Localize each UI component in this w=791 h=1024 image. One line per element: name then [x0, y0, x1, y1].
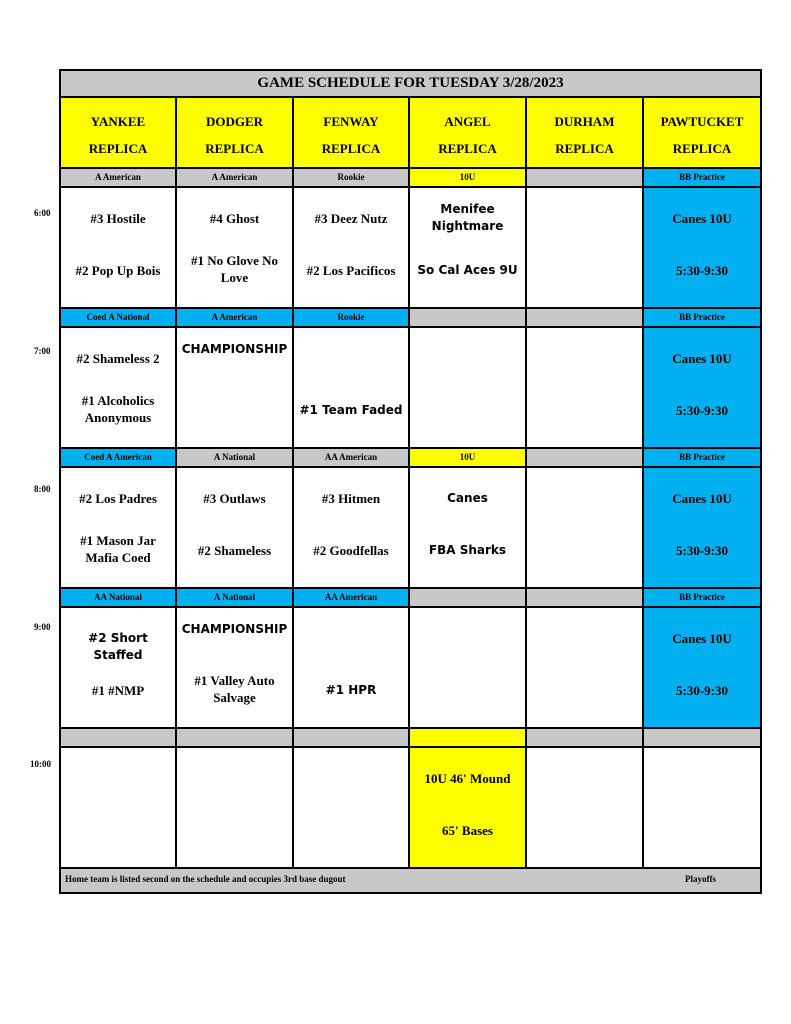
game-cell: #3 Hostile #2 Pop Up Bois	[61, 188, 177, 307]
division-label	[527, 589, 644, 606]
game-cell: #4 Ghost #1 No Glove No Love	[177, 188, 294, 307]
division-label	[410, 589, 527, 606]
time-slot-row	[61, 468, 760, 589]
game-cell	[527, 468, 644, 587]
division-label: BB Practice	[644, 309, 760, 326]
game-cell	[61, 748, 177, 867]
game-cell: #2 Los Padres #1 Mason Jar Mafia Coed	[61, 468, 177, 587]
division-label-row	[61, 729, 760, 748]
field-header-durham: DURHAM REPLICA	[527, 98, 644, 167]
field-header-angel: ANGEL REPLICA	[410, 98, 527, 167]
game-cell	[410, 328, 527, 447]
game-cell	[527, 608, 644, 727]
game-cell: #1 HPR	[294, 608, 410, 727]
footer-playoffs: Playoffs	[685, 874, 716, 884]
time-label-10: 10:00	[30, 759, 51, 769]
division-label: A American	[61, 169, 177, 186]
schedule-table	[59, 69, 762, 894]
division-label: 10U	[410, 169, 527, 186]
division-label: BB Practice	[644, 169, 760, 186]
division-label: A American	[177, 309, 294, 326]
division-label: Coed A American	[61, 449, 177, 466]
game-cell: #2 Shameless 2 #1 Alcoholics Anonymous	[61, 328, 177, 447]
game-cell	[527, 328, 644, 447]
game-cell: Canes FBA Sharks	[410, 468, 527, 587]
time-slot-row	[61, 188, 760, 309]
division-label	[410, 309, 527, 326]
division-label	[527, 169, 644, 186]
game-cell: #1 Team Faded	[294, 328, 410, 447]
game-cell	[410, 608, 527, 727]
division-label	[294, 729, 410, 746]
game-cell: Canes 10U 5:30-9:30	[644, 608, 760, 727]
division-label: BB Practice	[644, 589, 760, 606]
division-label: Coed A National	[61, 309, 177, 326]
division-label: A American	[177, 169, 294, 186]
division-label	[527, 729, 644, 746]
time-slot-row	[61, 608, 760, 729]
division-label: AA American	[294, 589, 410, 606]
time-label-6: 6:00	[34, 208, 51, 218]
division-label	[177, 729, 294, 746]
time-label-8: 8:00	[34, 484, 51, 494]
division-label: 10U	[410, 449, 527, 466]
division-label: AA National	[61, 589, 177, 606]
game-cell	[527, 188, 644, 307]
division-label	[527, 449, 644, 466]
game-cell: Canes 10U 5:30-9:30	[644, 468, 760, 587]
game-cell	[294, 748, 410, 867]
time-label-9: 9:00	[34, 622, 51, 632]
game-cell: Canes 10U 5:30-9:30	[644, 188, 760, 307]
division-label	[644, 729, 760, 746]
field-header-dodger: DODGER REPLICA	[177, 98, 294, 167]
footer-row	[61, 869, 760, 892]
division-label-row	[61, 449, 760, 468]
division-label: Rookie	[294, 169, 410, 186]
game-cell: #2 Short Staffed #1 #NMP	[61, 608, 177, 727]
game-cell: 10U 46' Mound 65' Bases	[410, 748, 527, 867]
game-cell: CHAMPIONSHIP	[177, 328, 294, 447]
footer-note: Home team is listed second on the schedule and occupies 3rd base dugout	[65, 874, 346, 884]
game-cell: #3 Deez Nutz #2 Los Pacificos	[294, 188, 410, 307]
field-header-pawtucket: PAWTUCKET REPLICA	[644, 98, 760, 167]
game-cell	[644, 748, 760, 867]
division-label-row	[61, 169, 760, 188]
division-label	[410, 729, 527, 746]
game-cell: Canes 10U 5:30-9:30	[644, 328, 760, 447]
field-header-yankee: YANKEE REPLICA	[61, 98, 177, 167]
game-cell: #3 Hitmen #2 Goodfellas	[294, 468, 410, 587]
game-cell: Menifee Nightmare So Cal Aces 9U	[410, 188, 527, 307]
division-label: BB Practice	[644, 449, 760, 466]
time-label-7: 7:00	[34, 346, 51, 356]
game-cell	[177, 748, 294, 867]
division-label: Rookie	[294, 309, 410, 326]
division-label: A National	[177, 449, 294, 466]
game-cell	[527, 748, 644, 867]
time-slot-row	[61, 748, 760, 869]
time-slot-row	[61, 328, 760, 449]
division-label	[61, 729, 177, 746]
game-cell: #3 Outlaws #2 Shameless	[177, 468, 294, 587]
division-label: A National	[177, 589, 294, 606]
game-cell: CHAMPIONSHIP #1 Valley Auto Salvage	[177, 608, 294, 727]
division-label-row	[61, 309, 760, 328]
field-header-fenway: FENWAY REPLICA	[294, 98, 410, 167]
division-label: AA American	[294, 449, 410, 466]
field-header-row	[61, 98, 760, 169]
schedule-title: GAME SCHEDULE FOR TUESDAY 3/28/2023	[61, 71, 760, 98]
division-label-row	[61, 589, 760, 608]
division-label	[527, 309, 644, 326]
